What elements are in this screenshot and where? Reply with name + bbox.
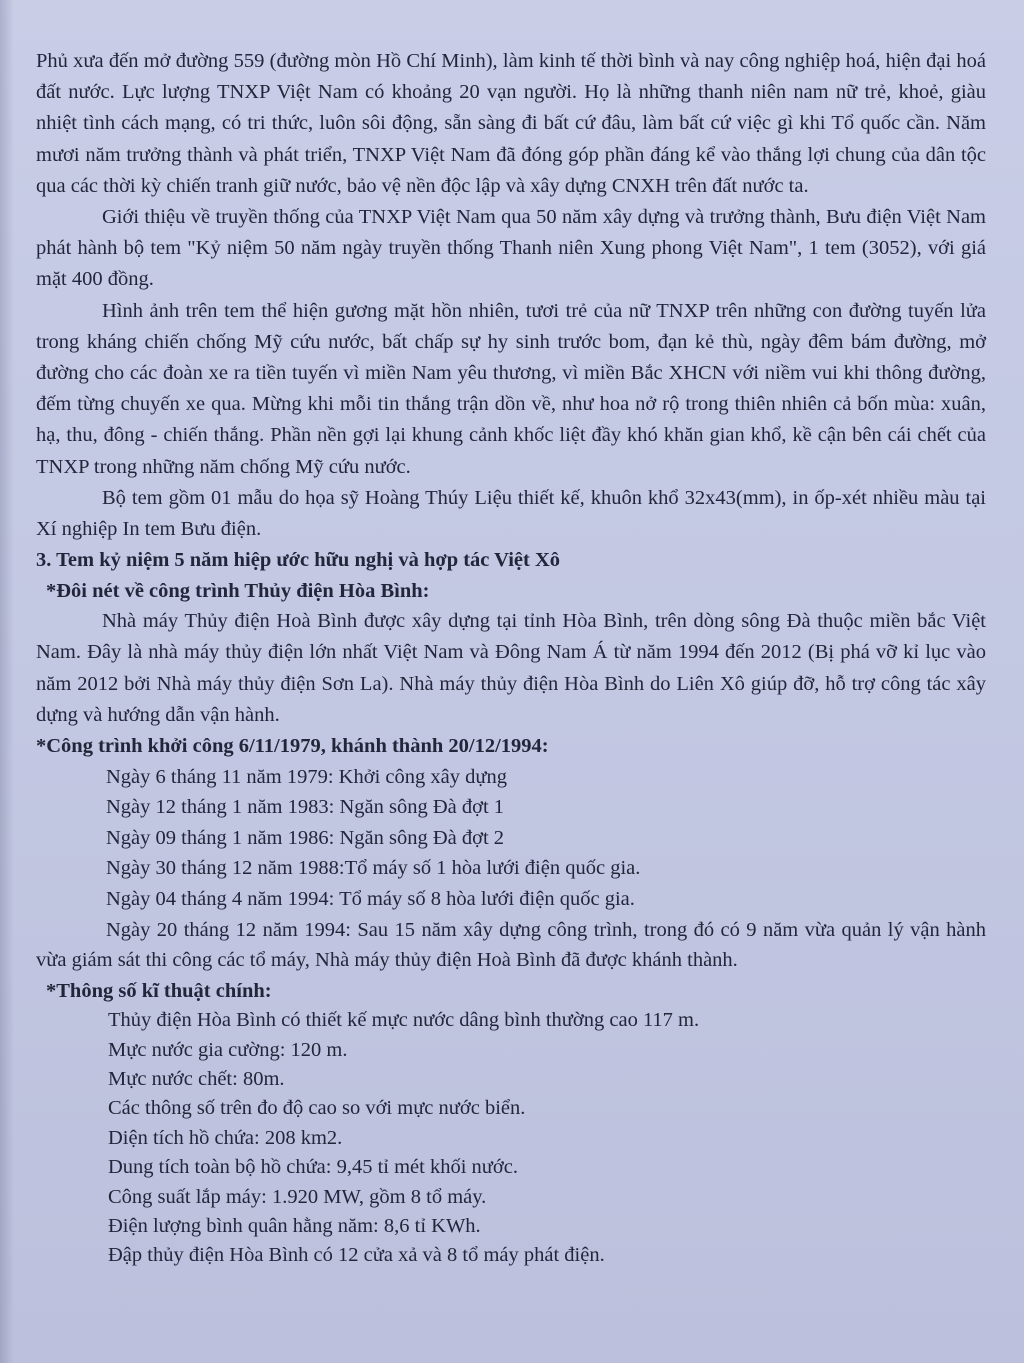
spec-item: Các thông số trên đo độ cao so với mực nước biển. — [108, 1097, 526, 1120]
spec-item: Mực nước gia cường: 120 m. — [108, 1038, 348, 1061]
page-edge-shadow — [0, 0, 14, 1363]
subsection-specs-title: *Thông số kĩ thuật chính: — [46, 979, 272, 1002]
spec-item: Mực nước chết: 80m. — [108, 1068, 285, 1091]
subsection-construction-title: *Công trình khởi công 6/11/1979, khánh thành 20/12/1994: — [36, 735, 549, 758]
timeline-item: Ngày 30 tháng 12 năm 1988:Tổ máy số 1 hòa lưới điện quốc gia. — [106, 857, 641, 880]
timeline-item-inauguration: Ngày 20 tháng 12 năm 1994: Sau 15 năm xây dựng công trình, trong đó có 9 năm vừa quản lý vận hành vừa giám sát thi công các tổ máy, Nhà máy thủy điện Hoà Bình đã được khánh thành. — [36, 918, 986, 972]
spec-item: Dung tích toàn bộ hồ chứa: 9,45 tỉ mét khối nước. — [108, 1156, 518, 1179]
paragraph-hoa-binh-overview: Nhà máy Thủy điện Hoà Bình được xây dựng tại tỉnh Hòa Bình, trên dòng sông Đà thuộc miền bắc Việt Nam. Đây là nhà máy thủy điện lớn nhất Việt Nam và Đông Nam Á từ năm 1994 đến 2012 (Bị phá vỡ kỉ lục vào năm 2012 bởi Nhà máy thủy điện Sơn La). Nhà máy thủy điện Hòa Bình do Liên Xô giúp đỡ, hỗ trợ công tác xây dựng và hướng dẫn vận hành. — [36, 610, 986, 726]
spec-item: Thủy điện Hòa Bình có thiết kế mực nước dâng bình thường cao 117 m. — [108, 1009, 700, 1032]
timeline-item: Ngày 04 tháng 4 năm 1994: Tổ máy số 8 hòa lưới điện quốc gia. — [106, 887, 635, 910]
paragraph-stamp-image: Hình ảnh trên tem thể hiện gương mặt hồn nhiên, tươi trẻ của nữ TNXP trên những con đường tuyến lửa trong kháng chiến chống Mỹ cứu nước, bất chấp sự hy sinh trước bom, đạn kẻ thù, ngày đêm bám đường, mở đường cho các đoàn xe ra tiền tuyến vì miền Nam yêu thương, vì miền Bắc XHCN với niềm vui khi thông đường, đếm từng chuyến xe qua. Mừng khi mỗi tin thắng trận dồn về, như hoa nở rộ trong thiên nhiên cả bốn mùa: xuân, hạ, thu, đông - chiến thắng. Phần nền gợi lại khung cảnh khốc liệt đầy khó khăn gian khổ, kề cận bên cái chết của TNXP trong những năm chống Mỹ cứu nước. — [36, 299, 986, 478]
timeline-item: Ngày 12 tháng 1 năm 1983: Ngăn sông Đà đợt 1 — [106, 796, 505, 819]
subsection-hoa-binh-overview-title: *Đôi nét về công trình Thủy điện Hòa Bình: — [46, 579, 430, 602]
paragraph-tnxp-intro: Phủ xưa đến mở đường 559 (đường mòn Hồ Chí Minh), làm kinh tế thời bình và nay công nghiệp hoá, hiện đại hoá đất nước. Lực lượng TNXP Việt Nam có khoảng 20 vạn người. Họ là những thanh niên nam nữ trẻ, khoẻ, giàu nhiệt tình cách mạng, có tri thức, luôn sôi động, sẵn sàng đi bất cứ đâu, làm bất cứ việc gì khi Tổ quốc cần. Năm mươi năm trưởng thành và phát triển, TNXP Việt Nam đã đóng góp phần đáng kể vào thắng lợi chung của dân tộc qua các thời kỳ chiến tranh giữ nước, bảo vệ nền độc lập và xây dựng CNXH trên đất nước ta. — [36, 50, 986, 197]
paragraph-stamp-set: Bộ tem gồm 01 mẫu do họa sỹ Hoàng Thúy Liệu thiết kế, khuôn khổ 32x43(mm), in ốp-xét nhiều màu tại Xí nghiệp In tem Bưu điện. — [36, 486, 986, 541]
timeline-item: Ngày 6 tháng 11 năm 1979: Khởi công xây dựng — [106, 765, 507, 788]
section-3-title: 3. Tem kỷ niệm 5 năm hiệp ước hữu nghị và hợp tác Việt Xô — [36, 549, 561, 572]
timeline-item: Ngày 09 tháng 1 năm 1986: Ngăn sông Đà đợt 2 — [106, 826, 505, 849]
spec-item: Đập thủy điện Hòa Bình có 12 cửa xả và 8 tổ máy phát điện. — [108, 1244, 605, 1267]
paragraph-stamp-release: Giới thiệu về truyền thống của TNXP Việt Nam qua 50 năm xây dựng và trưởng thành, Bưu điện Việt Nam phát hành bộ tem "Kỷ niệm 50 năm ngày truyền thống Thanh niên Xung phong Việt Nam", 1 tem (3052), với giá mặt 400 đồng. — [36, 206, 986, 291]
spec-item: Diện tích hồ chứa: 208 km2. — [108, 1126, 343, 1149]
spec-item: Công suất lắp máy: 1.920 MW, gồm 8 tổ máy. — [108, 1185, 487, 1208]
spec-item: Điện lượng bình quân hằng năm: 8,6 tỉ KWh. — [108, 1215, 481, 1238]
